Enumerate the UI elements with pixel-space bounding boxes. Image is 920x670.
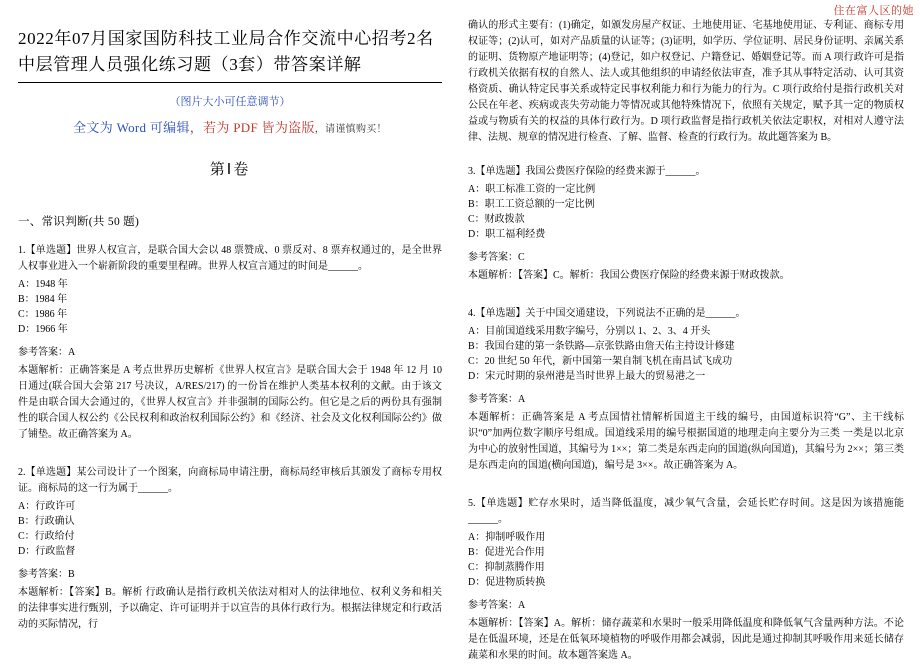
question-gap — [468, 290, 904, 306]
question-option: D：宋元时期的泉州港是当时世界上最大的贸易港之一 — [468, 371, 706, 382]
question-stem: 3.【单选题】我国公费医疗保险的经费来源于______。 — [468, 166, 706, 177]
document-title: 2022年07月国家国防科技工业局合作交流中心招考2名中层管理人员强化练习题（3套）带答案详解 — [18, 29, 434, 74]
question-option: C：财政拨款 — [468, 214, 525, 225]
question-option: D：行政监督 — [18, 546, 76, 557]
question-option: D：促进物质转换 — [468, 577, 546, 588]
question-option: A：目前国道线采用数字编号，分别以 1、2、3、4 开头 — [468, 326, 711, 337]
question-gap — [468, 154, 904, 164]
question-option: A：行政许可 — [18, 501, 76, 512]
question-gap — [18, 449, 442, 465]
question-option: B：行政确认 — [18, 516, 75, 527]
promo-suffix: ，请谨慎购买！ — [314, 124, 387, 135]
question-option: C：抑制蒸腾作用 — [468, 562, 545, 573]
question-explanation: 本题解析：【答案】C。解析：我国公费医疗保险的经费来源于财政拨款。 — [468, 270, 790, 281]
question-option: A：职工标准工资的一定比例 — [468, 184, 596, 195]
question-explanation: 本题解析：正确答案是 A 考点国情社情解析国道主干线的编号，由国道标识符“G”、主干线标识“0”加两位数字顺序号组成。国道线采用的编号根据国道的地理走向主要分为三类 一类是以北京为中心的放射性国道，其编号为 1××；第二类是东西走向的国道(纵向国道)，其编号为 2××；第三类是东西走向的国道(横向国道)，编号是 3××。故正确答案为 A。 — [468, 412, 904, 471]
promo-word: Word 可编辑 — [116, 120, 190, 135]
question-explanation: 本题解析：正确答案是 A 考点世界历史解析《世界人权宣言》是联合国大会于 1948 年 12 月 10 日通过(联合国大会第 217 号决议，A/RES/217) 的一份旨在维护人类基本权利的文献。由于该文件是由联合国大会通过的，《世界人权宣言》并非强制的国际公约。但它是之后的两份具有强制性的联合国人权公约《公民权利和政治权利国际公约》和《经济、社会及文化权利国际公约》做了铺垫。故正确答案为 A。 — [18, 365, 442, 440]
promo-prefix: 全文为 — [73, 120, 117, 135]
question-item — [18, 243, 442, 443]
question-option: B：职工工资总额的一定比例 — [468, 199, 595, 210]
watermark-top-right: 住在富人区的她 — [833, 5, 914, 17]
question-item — [468, 496, 904, 664]
question-explanation: 本题解析：【答案】B。解析 行政确认是指行政机关依法对相对人的法律地位、权利义务和相关的法律事实进行甄别，予以确定、许可证明并于以宣告的具体行政行为。根据法律规定和行政活动的买际情况，行 — [18, 587, 442, 630]
question-answer: 参考答案：A — [468, 394, 526, 405]
question-answer: 参考答案：B — [18, 569, 75, 580]
question-option: A：1948 年 — [18, 279, 68, 290]
section-heading: 一、常识判断(共 50 题) — [18, 216, 140, 228]
question-answer: 参考答案：A — [468, 600, 526, 611]
question-answer: 参考答案：A — [18, 347, 76, 358]
promo-mid: ，若为 — [189, 120, 234, 135]
question-option: D：1966 年 — [18, 324, 68, 335]
continued-explanation: 确认的形式主要有：(1)确定，如颁发房屋产权证、土地使用证、宅基地使用证、专利证、商标专用权证等；(2)认可，如对产品质量的认证等；(3)证明，如学历、学位证明、居民身份证明、亲属关系的证明、货物原产地证明等；(4)登记，如户权登记、户籍登记、婚姻登记等。而 A 项行政许可是指行政机关依据有权的自然人、法人或其他组织的申请经依法审查，准予其从事特定活动、认可其资格资质、确认特定民事关系或特定民事权利能力和行为能力的行为。C 项行政给付是指行政机关对公民在年老、疾病或丧失劳动能力等情况或其他特殊情况下，依照有关规定，赋予其一定的物质权益或与物质有关的权益的具体行政行为。D 项行政监督是指行政机关依法定职权，对相对人遵守法律、法规、规章的情况进行检查、了解、监督、检查的行政行为。故此题答案为 B。 — [468, 20, 904, 143]
question-option: C：20 世纪 50 年代，新中国第一架自制飞机在南昌试飞成功 — [468, 356, 733, 367]
question-option: A：抑制呼吸作用 — [468, 532, 546, 543]
question-item — [18, 465, 442, 633]
paper-label: 第Ⅰ卷 — [209, 162, 251, 178]
question-stem: 5.【单选题】贮存水果时，适当降低温度，减少氧气含量，会延长贮存时间。这是因为该措施能______。 — [468, 498, 904, 525]
question-option: C：行政给付 — [18, 531, 75, 542]
size-note: （图片大小可任意调节） — [169, 96, 291, 108]
question-item — [468, 164, 904, 284]
right-column — [460, 18, 920, 670]
question-stem: 2.【单选题】某公司设计了一个图案，向商标局申请注册，商标局经审核后其颁发了商标专用权证。商标局的这一行为属于______。 — [18, 467, 442, 494]
question-option: C：1986 年 — [18, 309, 68, 320]
question-explanation: 本题解析：【答案】A。解析：储存蔬菜和水果时一般采用降低温度和降低氧气含量两种方法。不论是在低温环境，还是在低氧环境植物的呼吸作用都会减弱，因此是通过抑制其呼吸作用来延长储存蔬菜和水果的时间。故本题答案选 A。 — [468, 618, 904, 661]
question-stem: 1.【单选题】世界人权宣言，是联合国大会以 48 票赞成、0 票反对、8 票弃权通过的，是全世界人权事业进入一个崭新阶段的重要里程碑。世界人权宣言通过的时间是______。 — [18, 245, 442, 272]
question-option: B：1984 年 — [18, 294, 68, 305]
question-option: B：我国台建的第一条铁路—京张铁路由詹天佑主持设计修建 — [468, 341, 735, 352]
promo-line — [18, 117, 442, 136]
question-option: D：职工福利经费 — [468, 229, 546, 240]
question-option: B：促进光合作用 — [468, 547, 545, 558]
question-answer: 参考答案：C — [468, 252, 525, 263]
two-column-layout — [0, 18, 920, 670]
left-column — [0, 18, 460, 670]
question-stem: 4.【单选题】关于中国交通建设，下列说法不正确的是______。 — [468, 308, 746, 319]
promo-pdf: PDF 皆为盗版 — [233, 120, 315, 135]
question-item — [468, 306, 904, 474]
title-divider — [18, 82, 442, 83]
question-gap — [468, 480, 904, 496]
